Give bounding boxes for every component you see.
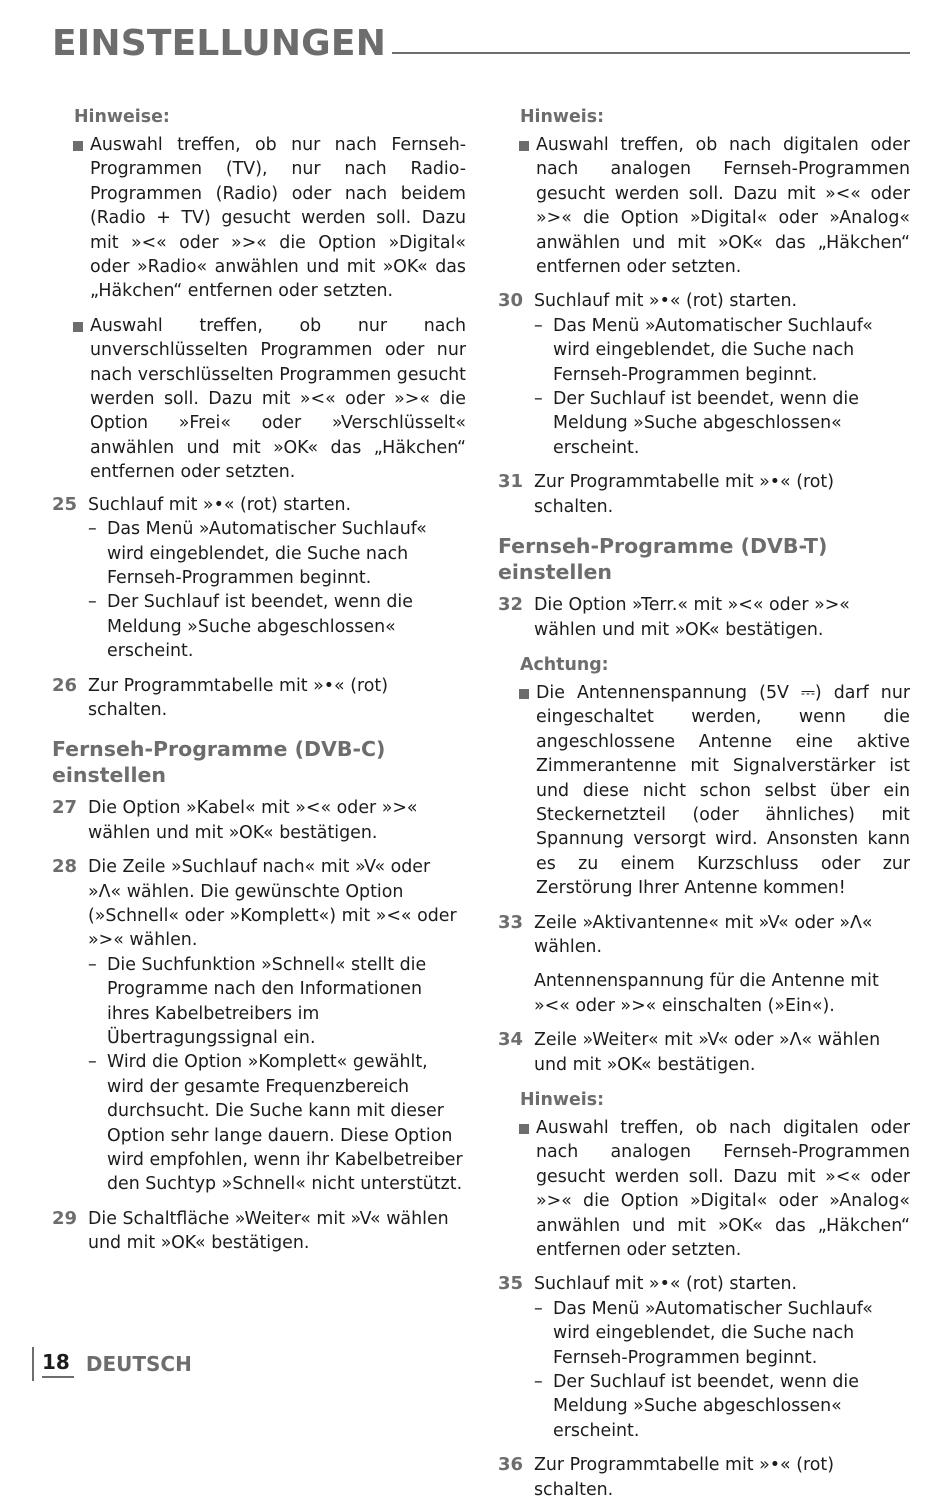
section-heading-dvb-t: Fernseh-Programme (DVB-T) einstellen [498, 534, 828, 585]
square-bullet-icon [73, 141, 83, 151]
square-bullet-icon [73, 322, 83, 332]
step-32 [498, 593, 910, 642]
step-25 [52, 493, 466, 664]
hint-title: Hinweis: [520, 107, 605, 127]
step-number: 33 [498, 911, 524, 933]
step-number: 25 [52, 493, 78, 515]
hint-title: Hinweise: [74, 107, 170, 127]
step-detail: – Die Suchfunktion »Schnell« stellt die Programme nach den Informationen ihres Kabelbetreibers im Übertragungssignal ein. [88, 953, 466, 1051]
step-33 [498, 911, 910, 960]
step-35 [498, 1272, 910, 1443]
step-detail: – Das Menü »Automatischer Suchlauf« wird eingeblendet, die Suche nach Fernseh-Programmen beginnt. [534, 1297, 910, 1370]
page-number: 18 [42, 1350, 74, 1378]
step-34 [498, 1028, 910, 1077]
step-27 [52, 796, 466, 845]
hint-title: Hinweis: [520, 1090, 605, 1110]
step-text: Die Option »Terr.« mit »<« oder »>« wählen und mit »OK« bestätigen. [534, 595, 850, 640]
square-bullet-icon [519, 1124, 529, 1134]
section-heading-dvb-c: Fernseh-Programme (DVB-C) einstellen [52, 737, 386, 788]
step-number: 32 [498, 594, 524, 616]
attention-title: Achtung: [520, 654, 609, 675]
footer-language: DEUTSCH [85, 1352, 192, 1376]
step-number: 29 [52, 1207, 78, 1229]
step-33-paragraph: Antennenspannung für die Antenne mit »<« oder »>« einschalten (»Ein«). [534, 971, 879, 1016]
step-number: 36 [498, 1454, 524, 1476]
step-detail: – Wird die Option »Komplett« gewählt, wird der gesamte Frequenzbereich durchsucht. Die Suche kann mit dieser Option sehr lange dauern. Diese Option wird empfohlen, wenn ihr Kabelbetreiber den Suchtyp »Schnell« nicht unterstützt. [88, 1050, 466, 1196]
step-text: Suchlauf mit »•« (rot) starten. [534, 1274, 798, 1295]
step-text: Die Option »Kabel« mit »<« oder »>« wählen und mit »OK« bestätigen. [88, 798, 418, 843]
page-footer [32, 1345, 192, 1383]
step-detail: – Der Suchlauf ist beendet, wenn die Meldung »Suche abgeschlossen« erscheint. [534, 1370, 910, 1443]
step-detail: – Das Menü »Automatischer Suchlauf« wird eingeblendet, die Suche nach Fernseh-Programmen beginnt. [534, 314, 910, 387]
header-rule [392, 52, 910, 54]
step-30 [498, 289, 910, 460]
step-text: Zur Programmtabelle mit »•« (rot) schalten. [88, 675, 389, 720]
step-text: Die Zeile »Suchlauf nach« mit »V« oder »Λ« wählen. Die gewünschte Option (»Schnell« oder »Komplett«) mit »<« oder »>« wählen. [88, 857, 457, 951]
step-number: 34 [498, 1029, 524, 1051]
hint-bullet: Auswahl treffen, ob nach digitalen oder nach analogen Fernseh-Programmen gesucht werden soll. Dazu mit »<« oder »>« die Option »Digital« oder »Analog« anwählen und mit »OK« das „Häkchen“ entfernen oder setzten. [498, 1116, 910, 1262]
step-number: 28 [52, 856, 78, 878]
page-header [52, 20, 910, 64]
step-26 [52, 674, 466, 723]
hint-bullet: Auswahl treffen, ob nur nach Fernseh-Programmen (TV), nur nach Radio- Programmen (Radio) oder nach beidem (Radio + TV) gesucht werden soll. Dazu mit »<« oder »>« die Option »Digital« oder »Radio« anwählen und mit »OK« das „Häkchen“ entfernen oder setzten. [52, 133, 466, 304]
step-text: Zeile »Aktivantenne« mit »V« oder »Λ« wählen. [534, 912, 873, 957]
step-detail: – Der Suchlauf ist beendet, wenn die Meldung »Suche abgeschlossen« erscheint. [88, 590, 466, 663]
square-bullet-icon [519, 689, 529, 699]
step-text: Die Schaltfläche »Weiter« mit »V« wählen und mit »OK« bestätigen. [88, 1208, 449, 1254]
footer-bar [32, 1347, 34, 1381]
step-number: 35 [498, 1273, 524, 1295]
square-bullet-icon [519, 141, 529, 151]
step-number: 31 [498, 471, 524, 493]
hint-bullet: Auswahl treffen, ob nach digitalen oder nach analogen Fernseh-Programmen gesucht werden soll. Dazu mit »<« oder »>« die Option »Digital« oder »Analog« anwählen und mit »OK« das „Häkchen“ entfernen oder setzten. [498, 133, 910, 279]
step-number: 30 [498, 290, 524, 312]
left-column [52, 104, 466, 1266]
step-text: Zur Programmtabelle mit »•« (rot) schalten. [534, 1455, 835, 1500]
step-29 [52, 1207, 466, 1256]
step-text: Suchlauf mit »•« (rot) starten. [534, 291, 798, 312]
hint-bullet: Auswahl treffen, ob nur nach unverschlüsselten Programmen oder nur nach verschlüsselten Programmen gesucht werden soll. Dazu mit »<« oder »>« die Option »Frei« oder »Verschlüsselt« anwählen und mit »OK« das „Häkchen“ entfernen oder setzten. [52, 314, 466, 485]
step-text: Suchlauf mit »•« (rot) starten. [88, 494, 352, 515]
step-detail: – Der Suchlauf ist beendet, wenn die Meldung »Suche abgeschlossen« erscheint. [534, 387, 910, 460]
step-detail: – Das Menü »Automatischer Suchlauf« wird eingeblendet, die Suche nach Fernseh-Programmen beginnt. [88, 517, 466, 590]
step-number: 26 [52, 674, 78, 696]
page-title: EINSTELLUNGEN [52, 23, 387, 64]
step-36 [498, 1453, 910, 1502]
step-text: Zeile »Weiter« mit »V« oder »Λ« wählen und mit »OK« bestätigen. [534, 1030, 881, 1075]
right-column [498, 104, 910, 1512]
step-number: 27 [52, 797, 78, 819]
attention-bullet: Die Antennenspannung (5V ⎓) darf nur eingeschaltet werden, wenn die angeschlossene Antenne eine aktive Zimmerantenne mit Signalverstärker ist und diese nicht schon selbst über ein Steckernetzteil (oder ähnliches) mit Spannung versorgt wird. Ansonsten kann es zu einem Kurzschluss oder zur Zerstörung Ihrer Antenne kommen! [498, 681, 910, 901]
step-text: Zur Programmtabelle mit »•« (rot) schalten. [534, 472, 835, 517]
step-28 [52, 855, 466, 1197]
step-31 [498, 470, 910, 519]
